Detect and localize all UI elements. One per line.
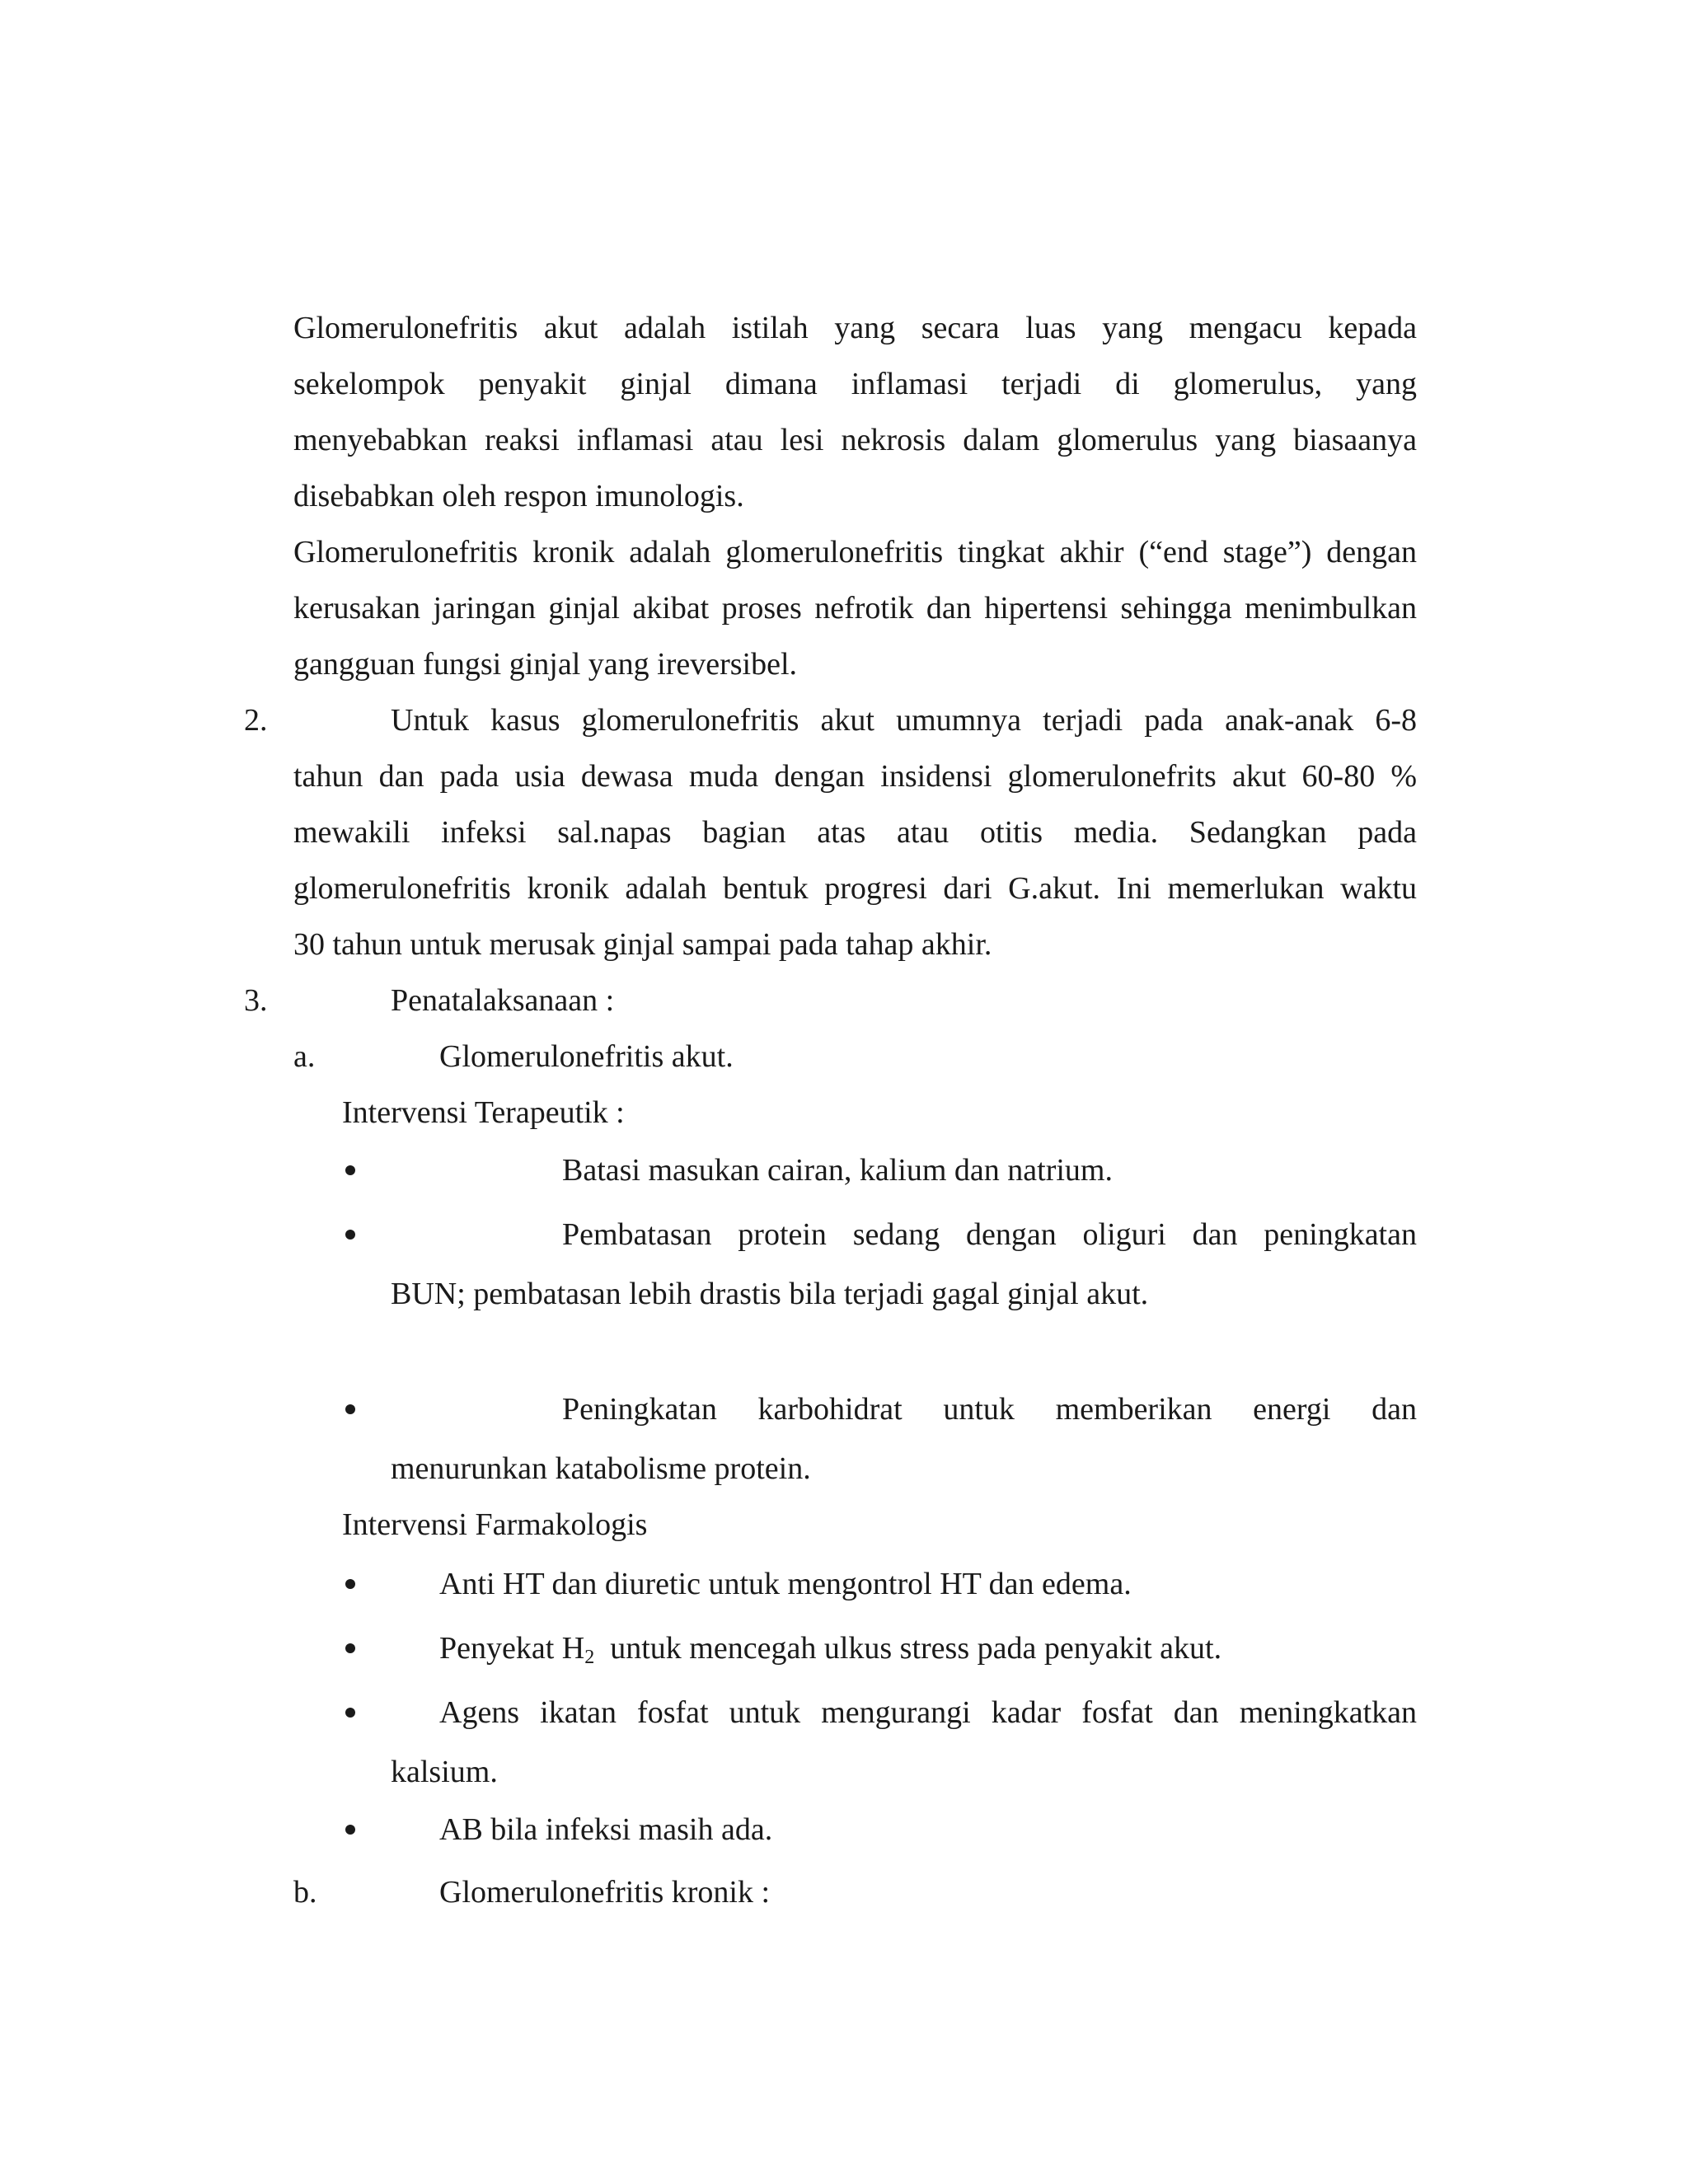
farmakologis-item-2-suffix: untuk mencegah ulkus stress pada penyakit akut. xyxy=(594,1631,1222,1666)
bullet-icon xyxy=(345,1404,355,1414)
bullet-icon xyxy=(345,1643,355,1653)
farmakologis-item-3-line-2: kalsium. xyxy=(391,1755,498,1789)
item2-number: 2. xyxy=(244,703,268,738)
paragraph1-line-4: disebabkan oleh respon imunologis. xyxy=(293,479,744,513)
terapeutik-item-3-line-2: menurunkan katabolisme protein. xyxy=(391,1451,811,1486)
item2-line-3: mewakili infeksi sal.napas bagian atas atau otitis media. Sedangkan pada xyxy=(293,815,1417,850)
farmakologis-item-2-line-1 xyxy=(439,1630,1221,1666)
farmakologis-item-1-line-1: Anti HT dan diuretic untuk mengontrol HT dan edema. xyxy=(439,1567,1132,1601)
item3-number: 3. xyxy=(244,983,268,1018)
item2-line-5: 30 tahun untuk merusak ginjal sampai pada tahap akhir. xyxy=(293,927,992,962)
item3-label: Penatalaksanaan : xyxy=(391,983,615,1018)
farmakologis-heading: Intervensi Farmakologis xyxy=(342,1507,648,1542)
item2-line-1: Untuk kasus glomerulonefritis akut umumnya terjadi pada anak-anak 6-8 xyxy=(391,703,1417,738)
sub-b-label: Glomerulonefritis kronik : xyxy=(439,1875,771,1910)
terapeutik-item-3-line-1: Peningkatan karbohidrat untuk memberikan energi dan xyxy=(562,1392,1417,1427)
terapeutik-item-2-line-2: BUN; pembatasan lebih drastis bila terjadi gagal ginjal akut. xyxy=(391,1277,1149,1311)
paragraph2-line-1: Glomerulonefritis kronik adalah glomerulonefritis tingkat akhir (“end stage”) dengan xyxy=(293,535,1417,569)
bullet-icon xyxy=(345,1579,355,1589)
paragraph1-line-1: Glomerulonefritis akut adalah istilah yang secara luas yang mengacu kepada xyxy=(293,311,1417,345)
subscript-two: 2 xyxy=(584,1647,595,1668)
bullet-icon xyxy=(345,1708,355,1718)
sub-a-letter: a. xyxy=(293,1039,316,1074)
paragraph2-line-3: gangguan fungsi ginjal yang ireversibel. xyxy=(293,647,798,682)
paragraph1-line-3: menyebabkan reaksi inflamasi atau lesi nekrosis dalam glomerulus yang biasaanya xyxy=(293,423,1417,457)
bullet-icon xyxy=(345,1230,355,1240)
bullet-icon xyxy=(345,1165,355,1175)
bullet-icon xyxy=(345,1825,355,1835)
terapeutik-heading: Intervensi Terapeutik : xyxy=(342,1095,625,1130)
farmakologis-item-2-prefix: Penyekat H xyxy=(439,1631,585,1666)
paragraph2-line-2: kerusakan jaringan ginjal akibat proses nefrotik dan hipertensi sehingga menimbulkan xyxy=(293,591,1417,626)
farmakologis-item-4-line-1: AB bila infeksi masih ada. xyxy=(439,1812,773,1847)
sub-a-label: Glomerulonefritis akut. xyxy=(439,1039,734,1074)
item2-line-4: glomerulonefritis kronik adalah bentuk progresi dari G.akut. Ini memerlukan waktu xyxy=(293,871,1417,906)
terapeutik-item-1-line-1: Batasi masukan cairan, kalium dan natrium. xyxy=(562,1153,1113,1188)
item2-line-2: tahun dan pada usia dewasa muda dengan insidensi glomerulonefrits akut 60-80 % xyxy=(293,759,1417,794)
paragraph1-line-2: sekelompok penyakit ginjal dimana inflamasi terjadi di glomerulus, yang xyxy=(293,367,1417,401)
farmakologis-item-3-line-1: Agens ikatan fosfat untuk mengurangi kadar fosfat dan meningkatkan xyxy=(439,1695,1417,1730)
sub-b-letter: b. xyxy=(293,1875,317,1910)
terapeutik-item-2-line-1: Pembatasan protein sedang dengan oliguri dan peningkatan xyxy=(562,1217,1417,1252)
